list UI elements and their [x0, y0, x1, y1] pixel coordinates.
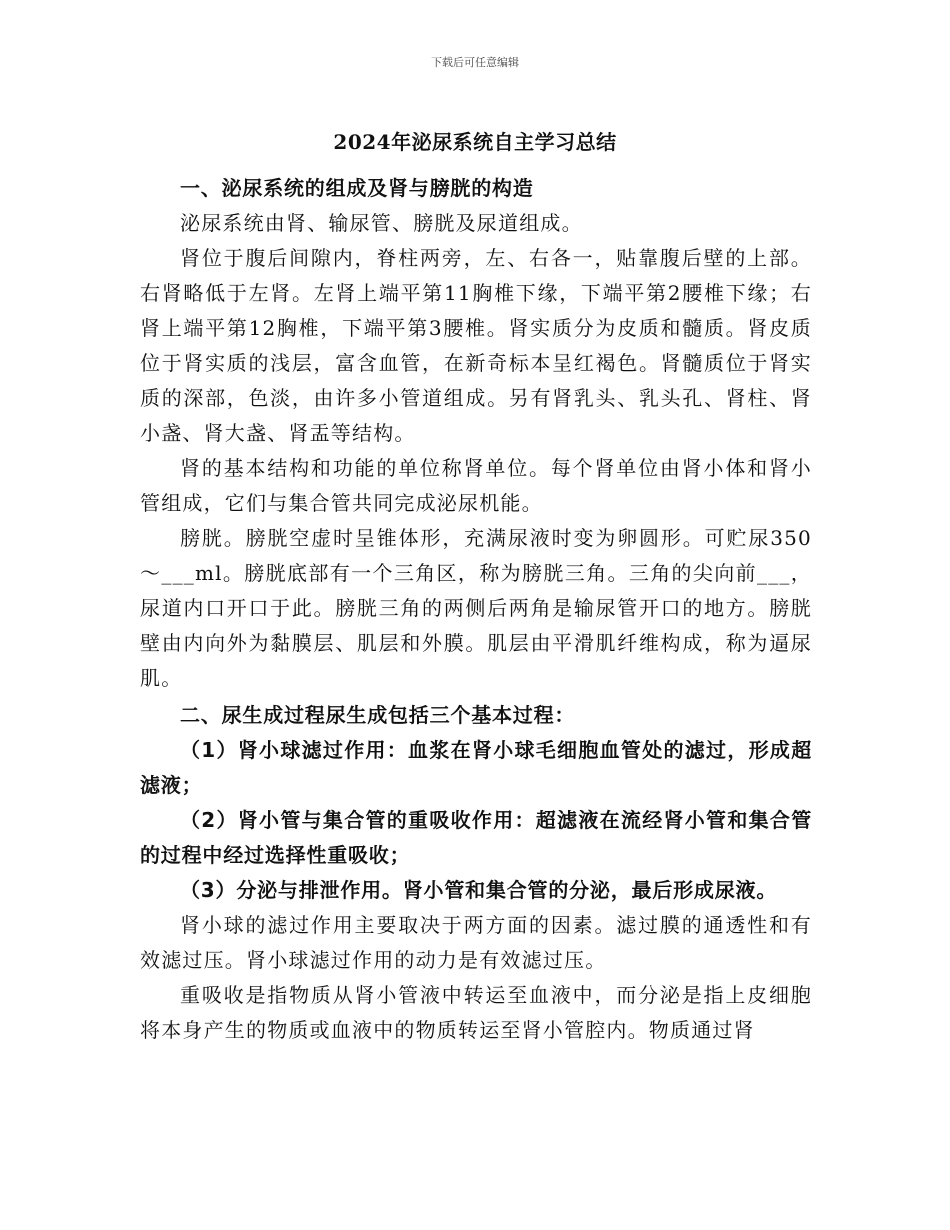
section-2-item-1: （1）肾小球滤过作用：血浆在肾小球毛细胞血管处的滤过，形成超滤液；: [140, 738, 812, 797]
section-1-paragraph-1: 泌尿系统由肾、输尿管、膀胱及尿道组成。: [180, 211, 583, 235]
section-1-paragraph-3: 肾的基本结构和功能的单位称肾单位。每个肾单位由肾小体和肾小管组成，它们与集合管共同完成泌尿机能。: [140, 456, 812, 515]
section-2-heading: 二、尿生成过程尿生成包括三个基本过程：: [180, 703, 576, 727]
section-2-item-2: （2）肾小管与集合管的重吸收作用：超滤液在流经肾小管和集合管的过程中经过选择性重吸收；: [140, 808, 812, 867]
section-2-item-3: （3）分泌与排泄作用。肾小管和集合管的分泌，最后形成尿液。: [180, 878, 778, 902]
page-header-note: 下载后可任意编辑: [431, 56, 519, 69]
section-2-paragraph-2: 重吸收是指物质从肾小管液中转运至血液中，而分泌是指上皮细胞将本身产生的物质或血液中的物质转运至肾小管腔内。物质通过肾: [140, 983, 812, 1042]
section-1-paragraph-4: 膀胱。膀胱空虚时呈锥体形，充满尿液时变为卵圆形。可贮尿350～___ml。膀胱底部有一个三角区，称为膀胱三角。三角的尖向前___，尿道内口开口于此。膀胱三角的两侧后两角是输尿管开口的地方。膀胱壁由内向外为黏膜层、肌层和外膜。肌层由平滑肌纤维构成，称为逼尿肌。: [140, 526, 812, 690]
document-title: 2024年泌尿系统自主学习总结: [333, 130, 617, 154]
section-1-paragraph-2: 肾位于腹后间隙内，脊柱两旁，左、右各一，贴靠腹后壁的上部。右肾略低于左肾。左肾上端平第11胸椎下缘，下端平第2腰椎下缘；右肾上端平第12胸椎，下端平第3腰椎。肾实质分为皮质和髓质。肾皮质位于肾实质的浅层，富含血管，在新奇标本呈红褐色。肾髓质位于肾实质的深部，色淡，由许多小管道组成。另有肾乳头、乳头孔、肾柱、肾小盏、肾大盏、肾盂等结构。: [140, 246, 812, 445]
section-1-heading: 一、泌尿系统的组成及肾与膀胱的构造: [180, 176, 534, 200]
section-2-paragraph-1: 肾小球的滤过作用主要取决于两方面的因素。滤过膜的通透性和有效滤过压。肾小球滤过作用的动力是有效滤过压。: [140, 913, 812, 972]
document-body: [140, 171, 812, 1048]
